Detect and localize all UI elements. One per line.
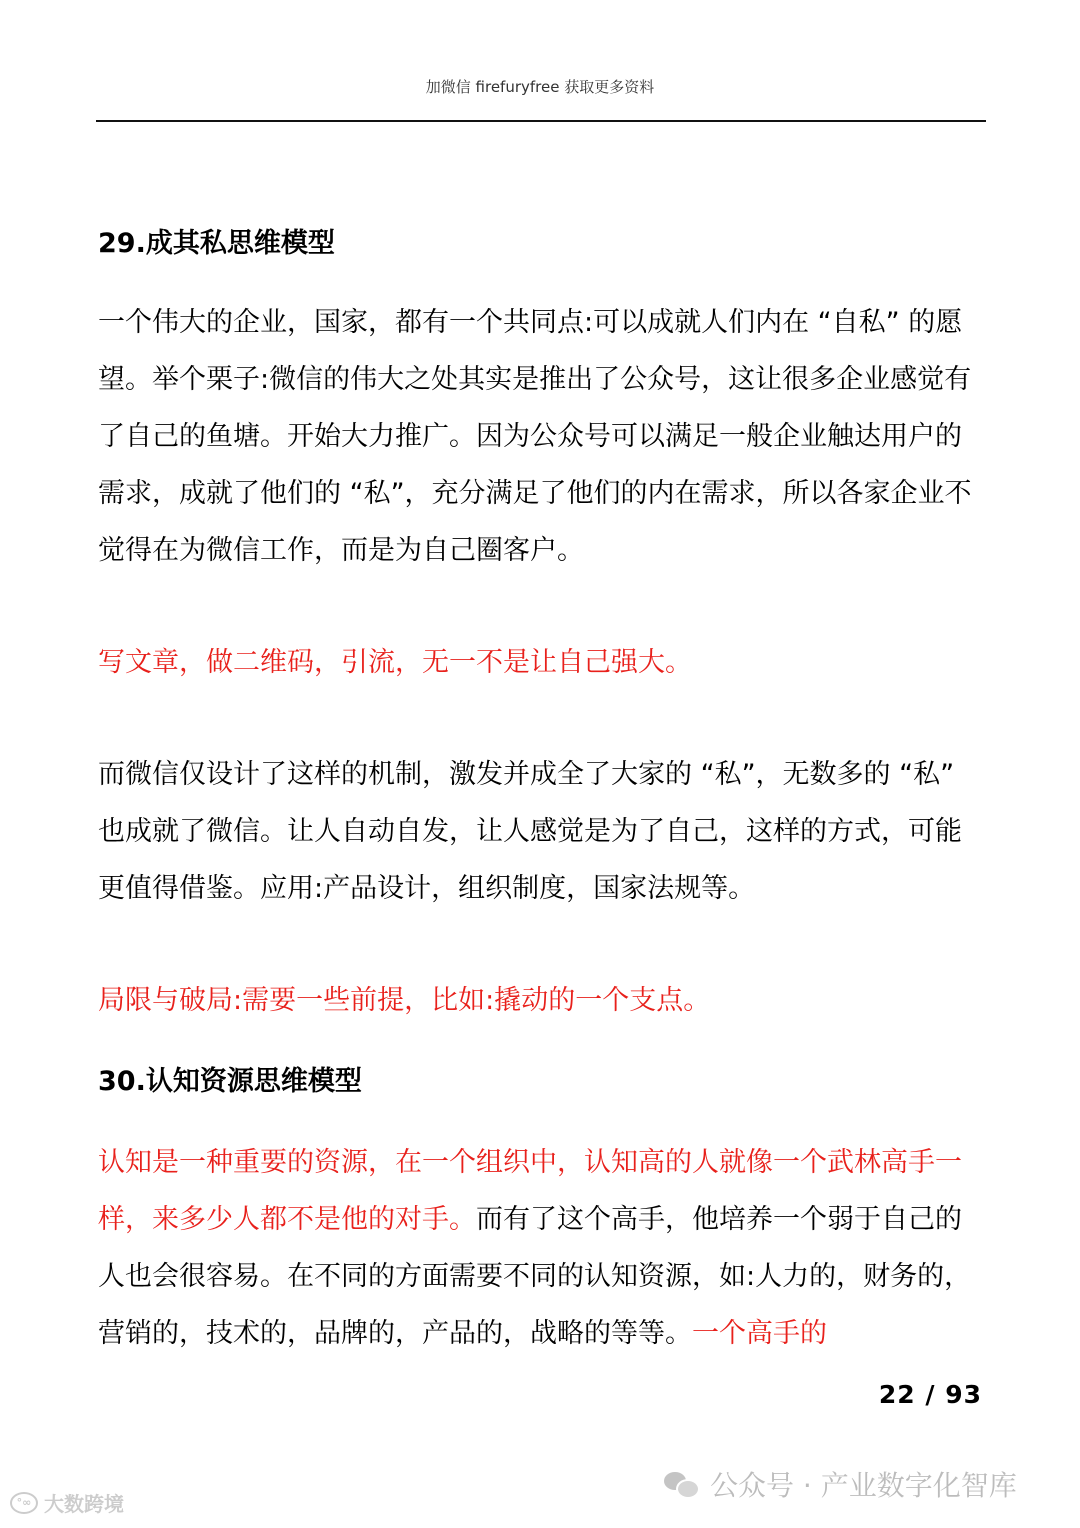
section-30-red-text-2: 一个高手的 <box>692 1318 827 1349</box>
watermark-right <box>664 1464 1017 1504</box>
section-29-paragraph-1: 一个伟大的企业，国家，都有一个共同点:可以成就人们内在 “自私” 的愿望。举个栗子:微信的伟大之处其实是推出了公众号，这让很多企业感觉有了自己的鱼塘。开始大力推广。因为公众号可以满足一般企业触达用户的需求，成就了他们的 “私”，充分满足了他们的内在需求，所以各家企业不觉得在为微信工作，而是为自己圈客户。 <box>98 307 972 566</box>
section-29-paragraph-3: 而微信仅设计了这样的机制，激发并成全了大家的 “私”，无数多的 “私” 也成就了微信。让人自动自发，让人感觉是为了自己，这样的方式，可能更值得借鉴。应用:产品设计，组织制度，国家法规等。 <box>98 759 962 904</box>
wechat-icon <box>664 1470 700 1498</box>
section-30-title: 30.认知资源思维模型 <box>98 1066 362 1097</box>
header-divider <box>96 120 986 122</box>
watermark-left-text: 大数跨境 <box>44 1492 124 1516</box>
section-29-paragraph-4: 局限与破局:需要一些前提，比如:撬动的一个支点。 <box>98 985 711 1016</box>
section-29-paragraph-2: 写文章，做二维码，引流，无一不是让自己强大。 <box>98 647 692 678</box>
section-30-red-text-1: 认知是一种重要的资源，在一个组织中，认知高的人就像一个武林高手一样，来多少人都不是他的对手。 <box>98 1147 962 1235</box>
section-30-body-text: 而有了这个高手，他培养一个弱于自己的人也会很容易。在不同的方面需要不同的认知资源，如:人力的，财务的，营销的，技术的，品牌的，产品的，战略的等等。 <box>98 1204 972 1349</box>
watermark-left <box>10 1488 124 1517</box>
watermark-logo-icon: °∞ <box>10 1492 38 1514</box>
page-number: 22 / 93 <box>878 1380 982 1409</box>
section-29-title: 29.成其私思维模型 <box>98 228 335 259</box>
watermark-right-text: 公众号 · 产业数字化智库 <box>710 1469 1017 1502</box>
section-30-paragraph <box>98 1134 984 1362</box>
page-header: 加微信 firefuryfree 获取更多资料 <box>425 78 655 96</box>
